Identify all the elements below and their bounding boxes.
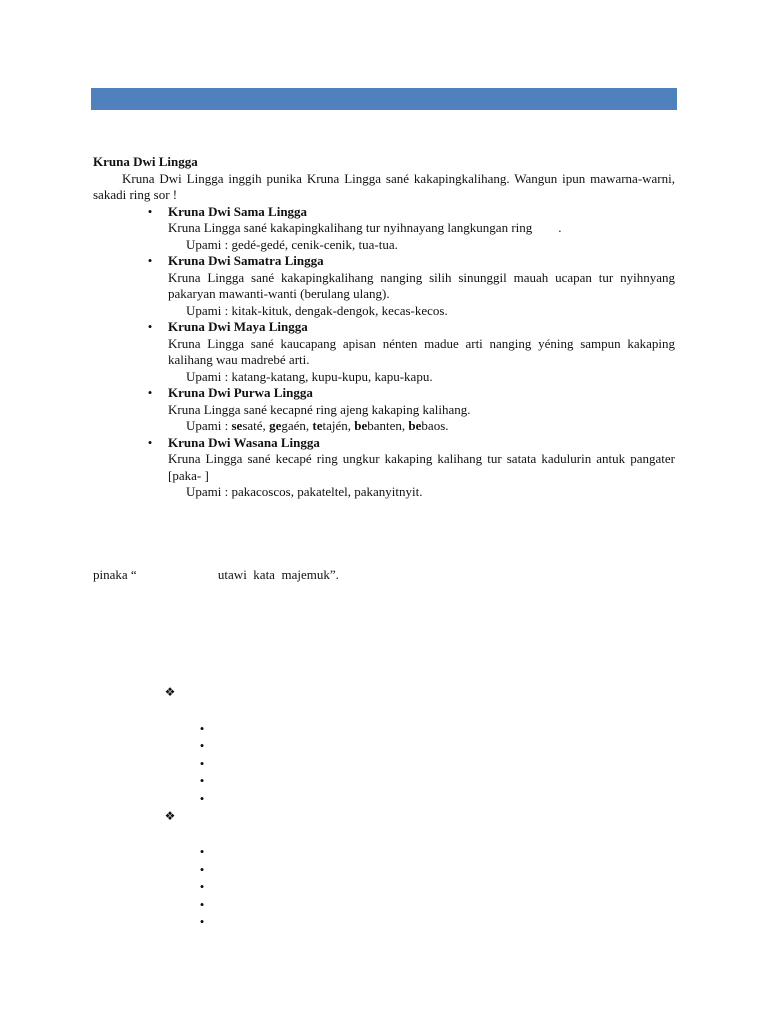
item-description: Kruna Lingga sané kakapingkalihang nanging silih sinunggil mauah ucapan tur nyihnyang pakaryan mawanti-wanti (berulang ulang). <box>168 269 675 301</box>
bullet-icon: • <box>147 253 153 268</box>
bullet-icon: • <box>199 879 205 894</box>
prefix-bold: ge <box>269 418 282 433</box>
list-item <box>93 204 675 254</box>
prefix-bold: be <box>408 418 422 433</box>
header-bar <box>91 88 677 110</box>
bullet-icon: • <box>199 756 205 771</box>
example-prefix: Upami : <box>186 418 232 433</box>
bullet-icon: • <box>147 203 153 219</box>
item-description: Kruna Lingga sané kakapingkalihang tur nyihnayang langkungan ring . <box>168 220 562 235</box>
diamond-bullet-icon: ❖ <box>164 809 176 823</box>
item-title: Kruna Dwi Purwa Lingga <box>168 385 313 400</box>
item-title: Kruna Dwi Samatra Lingga <box>168 253 324 268</box>
bullet-icon: • <box>147 434 153 450</box>
prefix-bold: te <box>312 418 323 433</box>
lingga-types-list <box>93 204 675 501</box>
prefix-bold: be <box>354 418 368 433</box>
bullet-icon: • <box>199 897 205 912</box>
bullet-icon: • <box>199 862 205 877</box>
section-title: Kruna Dwi Lingga <box>93 154 198 169</box>
item-title: Kruna Dwi Sama Lingga <box>168 203 308 219</box>
item-description: Kruna Lingga sané kaucapang apisan nénten madue arti nanging yéning sampun kakaping kalihang wau madrebé arti. <box>168 335 675 367</box>
bullet-icon: • <box>199 791 205 806</box>
bullet-icon: • <box>147 385 153 400</box>
list-item <box>93 385 675 435</box>
bullet-icon: • <box>199 914 205 929</box>
diamond-bullet-icon: ❖ <box>164 685 176 699</box>
item-example: Upami : pakacoscos, pakateltel, pakanyitnyit. <box>186 484 423 499</box>
prefix-bold: se <box>231 418 243 433</box>
item-example: Upami : katang-katang, kupu-kupu, kapu-kapu. <box>186 368 433 384</box>
pinaka-line: pinaka “ utawi kata majemuk”. <box>93 567 339 582</box>
prefix-rest: banten, <box>367 418 409 433</box>
bullet-icon: • <box>199 721 205 736</box>
item-title: Kruna Dwi Maya Lingga <box>168 319 308 334</box>
bullet-icon: • <box>199 773 205 788</box>
section-intro: Kruna Dwi Lingga inggih punika Kruna Lingga sané kakapingkalihang. Wangun ipun mawarna-warni, sakadi ring sor ! <box>93 170 675 202</box>
document-body <box>93 154 675 501</box>
prefix-rest: gaén, <box>281 418 313 433</box>
bullet-icon: • <box>199 738 205 753</box>
bullet-icon: • <box>199 844 205 859</box>
item-description: Kruna Lingga sané kecapné ring ajeng kakaping kalihang. <box>168 401 471 417</box>
list-item <box>93 253 675 319</box>
list-item <box>93 319 675 385</box>
item-description: Kruna Lingga sané kecapé ring ungkur kakaping kalihang tur satata kadulurin antuk pangater [paka- ] <box>168 451 675 483</box>
item-example <box>168 418 675 435</box>
prefix-rest: tajén, <box>322 418 355 433</box>
item-example: Upami : gedé-gedé, cenik-cenik, tua-tua. <box>186 236 398 252</box>
item-example: Upami : kitak-kituk, dengak-dengok, kecas-kecos. <box>186 302 448 318</box>
item-title: Kruna Dwi Wasana Lingga <box>168 434 320 450</box>
prefix-rest: baos. <box>421 418 449 433</box>
bullet-icon: • <box>147 319 153 334</box>
prefix-rest: saté, <box>242 418 270 433</box>
list-item <box>93 435 675 501</box>
